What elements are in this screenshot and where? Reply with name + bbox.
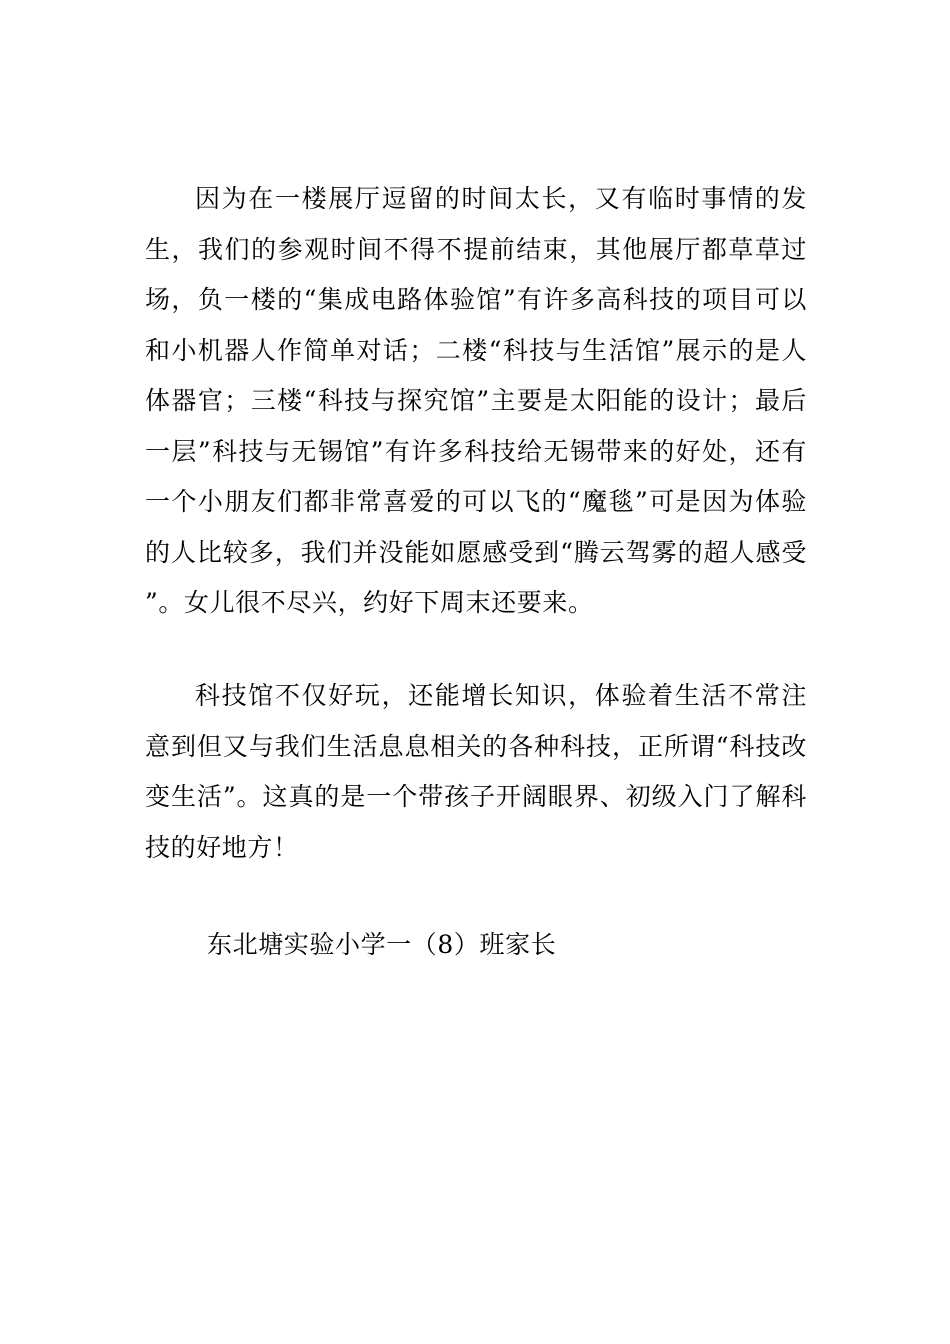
paragraph-science-knowledge: 科技馆不仅好玩，还能增长知识，体验着生活不常注意到但又与我们生活息息相关的各种科技，正所谓“科技改变生活”。这真的是一个带孩子开阔眼界、初级入门了解科技的好地方！ (145, 681, 807, 862)
paragraph-museum-visit: 因为在一楼展厅逗留的时间太长，又有临时事情的发生，我们的参观时间不得不提前结束，其他展厅都草草过场，负一楼的“集成电路体验馆”有许多高科技的项目可以和小机器人作简单对话；二楼“科技与生活馆”展示的是人体器官；三楼“科技与探究馆”主要是太阳能的设计；最后一层”科技与无锡馆”有许多科技给无锡带来的好处，还有一个小朋友们都非常喜爱的可以飞的“魔毯”可是因为体验的人比较多，我们并没能如愿感受到“腾云驾雾的超人感受”。女儿很不尽兴，约好下周末还要来。 (145, 184, 807, 617)
signature-line: 东北塘实验小学一（8）班家长 (207, 930, 557, 959)
